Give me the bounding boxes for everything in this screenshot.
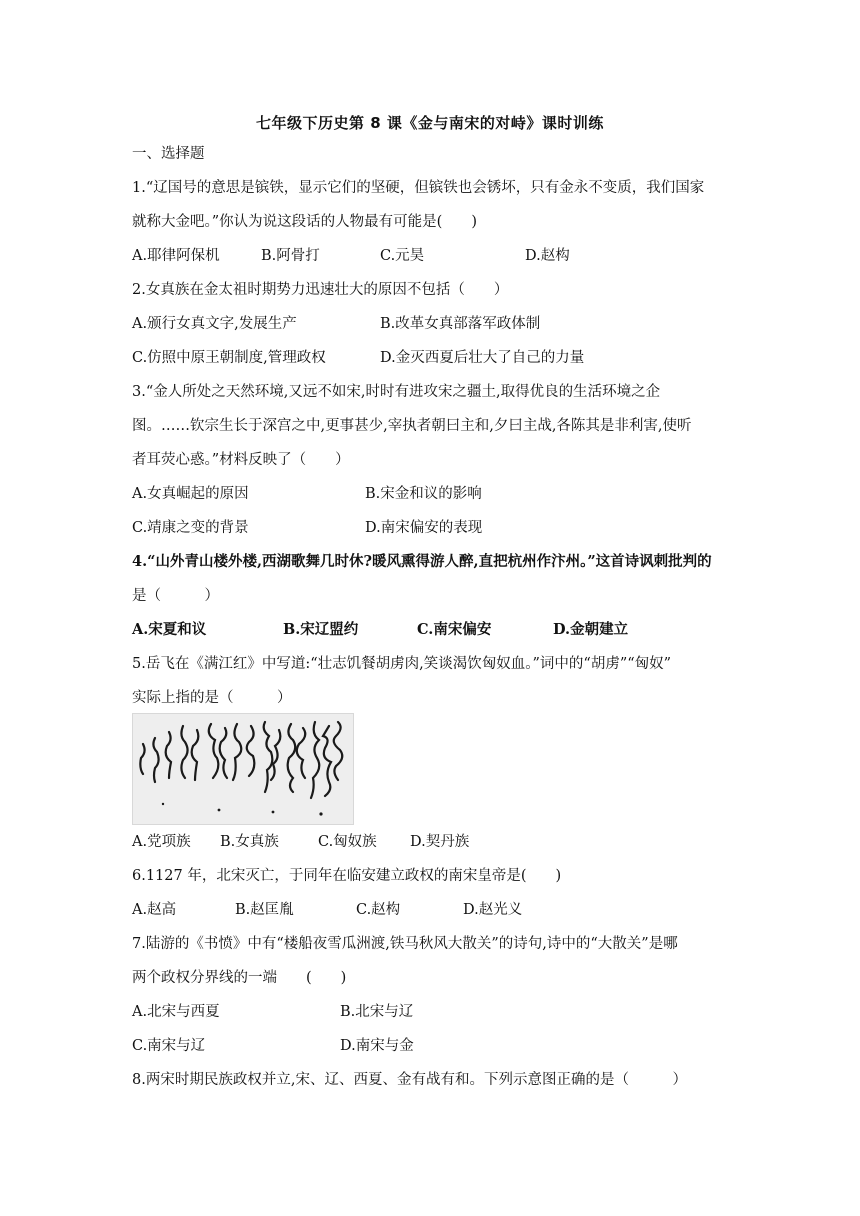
question-7-option-d: D.南宋与金 bbox=[340, 1038, 414, 1054]
question-7-option-a: A.北宋与西夏 bbox=[132, 1004, 220, 1020]
question-5-stem: 5.岳飞在《满江红》中写道:“壮志饥餐胡虏肉,笑谈渴饮匈奴血。”词中的“胡虏”“匈奴” bbox=[132, 656, 672, 672]
question-2-stem: 2.女真族在金太祖时期势力迅速壮大的原因不包括（ ） bbox=[132, 282, 509, 298]
question-1-option-d: D.赵构 bbox=[525, 248, 570, 264]
question-3-stem-cont-1: 图。……钦宗生长于深宫之中,更事甚少,宰执者朝曰主和,夕曰主战,各陈其是非利害,使听 bbox=[132, 418, 692, 434]
page-title: 七年级下历史第 8 课《金与南宋的对峙》课时训练 bbox=[256, 114, 604, 132]
question-6-stem: 6.1127 年，北宋灭亡，于同年在临安建立政权的南宋皇帝是( ) bbox=[132, 868, 562, 884]
question-3-option-b: B.宋金和议的影响 bbox=[365, 486, 482, 502]
question-2-option-b: B.改革女真部落军政体制 bbox=[380, 316, 541, 332]
question-2-option-d: D.金灭西夏后壮大了自己的力量 bbox=[380, 350, 585, 366]
question-8-stem: 8.两宋时期民族政权并立,宋、辽、西夏、金有战有和。下列示意图正确的是（ ） bbox=[132, 1072, 687, 1088]
question-3-stem-cont-2: 者耳荧心惑。”材料反映了（ ） bbox=[132, 452, 350, 468]
question-5-option-a: A.党项族 bbox=[132, 834, 191, 850]
section-heading: 一、选择题 bbox=[132, 146, 205, 162]
question-1-stem-cont: 就称大金吧。”你认为说这段话的人物最有可能是( ) bbox=[132, 214, 477, 230]
calligraphy-image bbox=[132, 713, 354, 825]
question-6-option-d: D.赵光义 bbox=[463, 902, 523, 918]
question-3-option-d: D.南宋偏安的表现 bbox=[365, 520, 483, 536]
question-5-option-d: D.契丹族 bbox=[410, 834, 470, 850]
question-4-stem: 4.“山外青山楼外楼,西湖歌舞几时休?暖风熏得游人醉,直把杭州作汴州。”这首诗讽刺批判的 bbox=[132, 553, 712, 570]
question-4-option-d: D.金朝建立 bbox=[553, 621, 629, 638]
question-4-option-c: C.南宋偏安 bbox=[417, 621, 492, 638]
question-5-stem-cont: 实际上指的是（ ） bbox=[132, 690, 292, 706]
question-1-option-a: A.耶律阿保机 bbox=[132, 248, 220, 264]
question-7-stem-cont: 两个政权分界线的一端 ( ) bbox=[132, 970, 347, 986]
question-5-option-c: C.匈奴族 bbox=[318, 834, 377, 850]
question-4-option-a: A.宋夏和议 bbox=[132, 621, 207, 638]
question-3-option-a: A.女真崛起的原因 bbox=[132, 486, 249, 502]
question-3-stem: 3.“金人所处之天然环境,又远不如宋,时时有进攻宋之疆土,取得优良的生活环境之企 bbox=[132, 384, 661, 400]
question-7-option-b: B.北宋与辽 bbox=[340, 1004, 414, 1020]
question-4-option-b: B.宋辽盟约 bbox=[283, 621, 359, 638]
question-2-option-c: C.仿照中原王朝制度,管理政权 bbox=[132, 350, 326, 366]
question-1-option-b: B.阿骨打 bbox=[261, 248, 320, 264]
question-3-option-c: C.靖康之变的背景 bbox=[132, 520, 249, 536]
question-1-option-c: C.元昊 bbox=[380, 248, 425, 264]
question-7-option-c: C.南宋与辽 bbox=[132, 1038, 206, 1054]
question-6-option-c: C.赵构 bbox=[356, 902, 401, 918]
question-2-option-a: A.颁行女真文字,发展生产 bbox=[132, 316, 297, 332]
question-1-stem: 1.“辽国号的意思是镔铁，显示它们的坚硬，但镔铁也会锈坏，只有金永不变质，我们国家 bbox=[132, 180, 705, 196]
question-7-stem: 7.陆游的《书愤》中有“楼船夜雪瓜洲渡,铁马秋风大散关”的诗句,诗中的“大散关”是哪 bbox=[132, 936, 678, 952]
question-4-stem-cont: 是（ ） bbox=[132, 588, 219, 604]
question-6-option-a: A.赵高 bbox=[132, 902, 177, 918]
question-5-option-b: B.女真族 bbox=[220, 834, 279, 850]
calligraphy-strokes bbox=[133, 714, 353, 824]
question-6-option-b: B.赵匡胤 bbox=[235, 902, 294, 918]
